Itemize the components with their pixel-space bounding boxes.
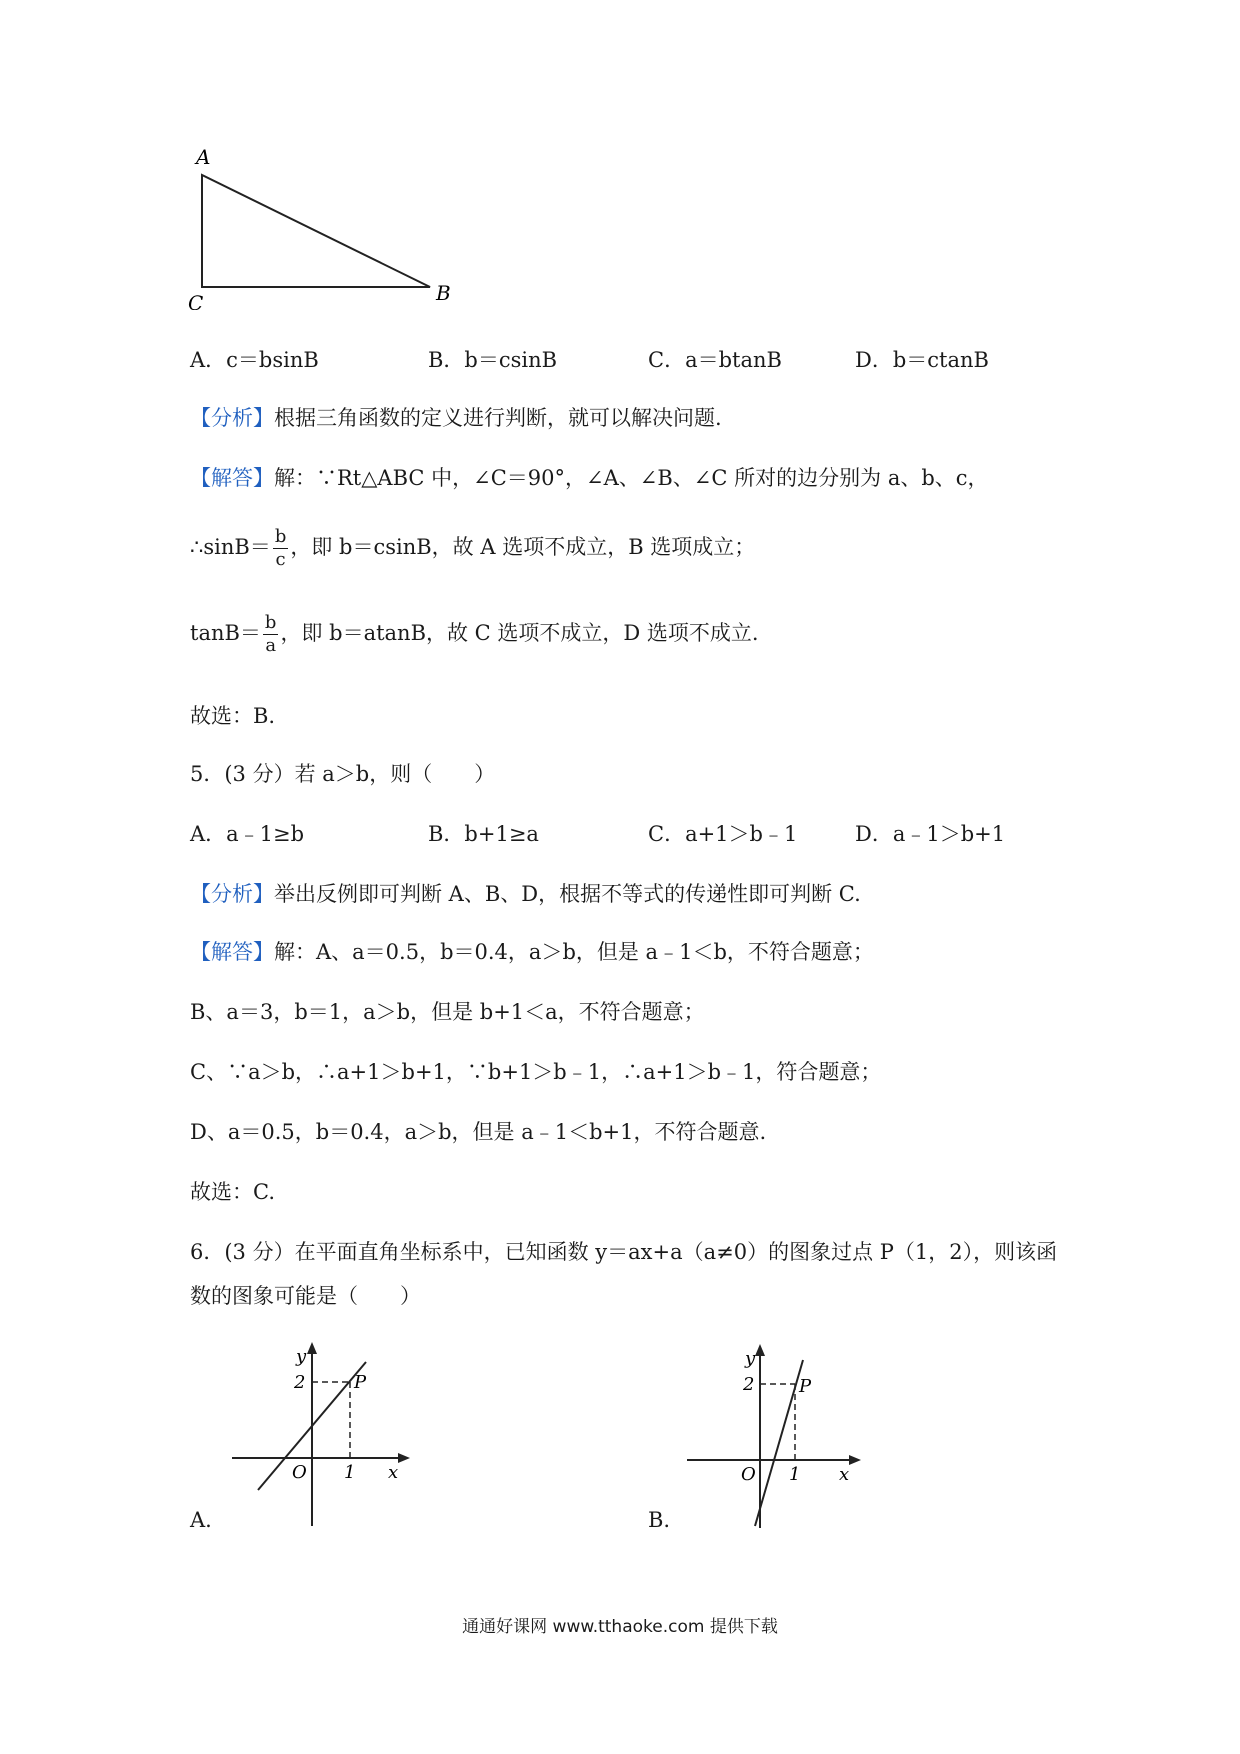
solution-text: 解：∵Rt△ABC 中，∠C＝90°，∠A、∠B、∠C 所对的边分别为 a、b、c， [274, 466, 989, 490]
y-label: y [296, 1346, 307, 1367]
tick-y-2: 2 [743, 1374, 755, 1395]
triangle-abc [202, 175, 430, 287]
point-p-label: P [354, 1372, 367, 1393]
solution-tag: 【解答】 [190, 940, 274, 964]
analysis-tag: 【分析】 [190, 882, 274, 906]
tick-x-1: 1 [789, 1464, 801, 1485]
q4-solution-3 [190, 612, 759, 657]
y-axis-arrow [307, 1342, 317, 1354]
vertex-a-label: A [196, 145, 211, 169]
x-axis-arrow [849, 1455, 861, 1465]
y-axis-arrow [755, 1344, 765, 1356]
q5-option-c: C．a+1＞b﹣1 [648, 822, 798, 846]
solution-text: 解：A、a＝0.5，b＝0.4，a＞b，但是 a﹣1＜b，不符合题意； [274, 940, 874, 964]
q5-answer: 故选：C. [190, 1180, 275, 1204]
vertex-b-label: B [436, 281, 451, 305]
q4-analysis [190, 404, 722, 432]
sol2-post: ，即 b＝csinB，故 A 选项不成立，B 选项成立； [290, 535, 756, 559]
q5-solution-2: B、a＝3，b＝1，a＞b，但是 b+1＜a，不符合题意； [190, 1000, 705, 1024]
fraction-b-over-a [263, 612, 279, 657]
analysis-text: 根据三角函数的定义进行判断，就可以解决问题. [274, 406, 722, 430]
fraction-b-over-c [273, 526, 289, 571]
analysis-tag: 【分析】 [190, 406, 274, 430]
x-label: x [388, 1462, 399, 1483]
q4-option-b: B．b＝csinB [428, 348, 558, 372]
q6-graph-a [220, 1340, 420, 1530]
page-footer: 通通好课网 www.tthaoke.com 提供下载 [462, 1617, 778, 1637]
y-label: y [745, 1348, 756, 1369]
q6-graph-b [675, 1340, 875, 1530]
x-label: x [839, 1464, 850, 1485]
origin-label: O [741, 1464, 756, 1485]
triangle-figure [180, 140, 460, 310]
fraction-numerator: b [274, 526, 287, 547]
q5-solution-1 [190, 938, 874, 966]
q4-option-a: A．c＝bsinB [190, 348, 319, 372]
point-p-label: P [799, 1376, 812, 1397]
origin-label: O [292, 1462, 307, 1483]
solution-tag: 【解答】 [190, 466, 274, 490]
analysis-text: 举出反例即可判断 A、B、D，根据不等式的传递性即可判断 C. [274, 882, 861, 906]
fraction-denominator: a [265, 635, 277, 656]
q5-option-d: D．a﹣1＞b+1 [855, 822, 1006, 846]
function-line [755, 1360, 803, 1526]
q5-stem: 5．(3 分）若 a＞b，则（ ） [190, 762, 496, 786]
q4-solution-1 [190, 464, 989, 492]
x-axis-arrow [398, 1453, 410, 1463]
sol2-pre: ∴sinB＝ [190, 535, 271, 559]
q4-option-c: C．a＝btanB [648, 348, 782, 372]
sol3-post: ，即 b＝atanB，故 C 选项不成立，D 选项不成立. [280, 621, 759, 645]
q5-option-a: A．a﹣1≥b [190, 822, 305, 846]
sol3-pre: tanB＝ [190, 621, 261, 645]
q6-stem-1: 6．(3 分）在平面直角坐标系中，已知函数 y＝ax+a（a≠0）的图象过点 P（1，2），则该函 [190, 1240, 1058, 1264]
q5-solution-3: C、∵a＞b，∴a+1＞b+1，∵b+1＞b﹣1，∴a+1＞b﹣1，符合题意； [190, 1060, 882, 1084]
fraction-numerator: b [264, 612, 277, 633]
q4-solution-2 [190, 526, 755, 571]
q4-option-d: D．b＝ctanB [855, 348, 989, 372]
tick-y-2: 2 [294, 1372, 306, 1393]
vertex-c-label: C [188, 291, 204, 310]
q6-stem-2: 数的图象可能是（ ） [190, 1284, 421, 1308]
q6-option-a-label: A. [190, 1508, 212, 1532]
q4-answer: 故选：B. [190, 704, 276, 728]
tick-x-1: 1 [344, 1462, 356, 1483]
q5-analysis [190, 880, 861, 908]
q6-option-b-label: B. [648, 1508, 671, 1532]
q5-solution-4: D、a＝0.5，b＝0.4，a＞b，但是 a﹣1＜b+1，不符合题意. [190, 1120, 767, 1144]
q5-option-b: B．b+1≥a [428, 822, 539, 846]
fraction-denominator: c [275, 549, 286, 570]
